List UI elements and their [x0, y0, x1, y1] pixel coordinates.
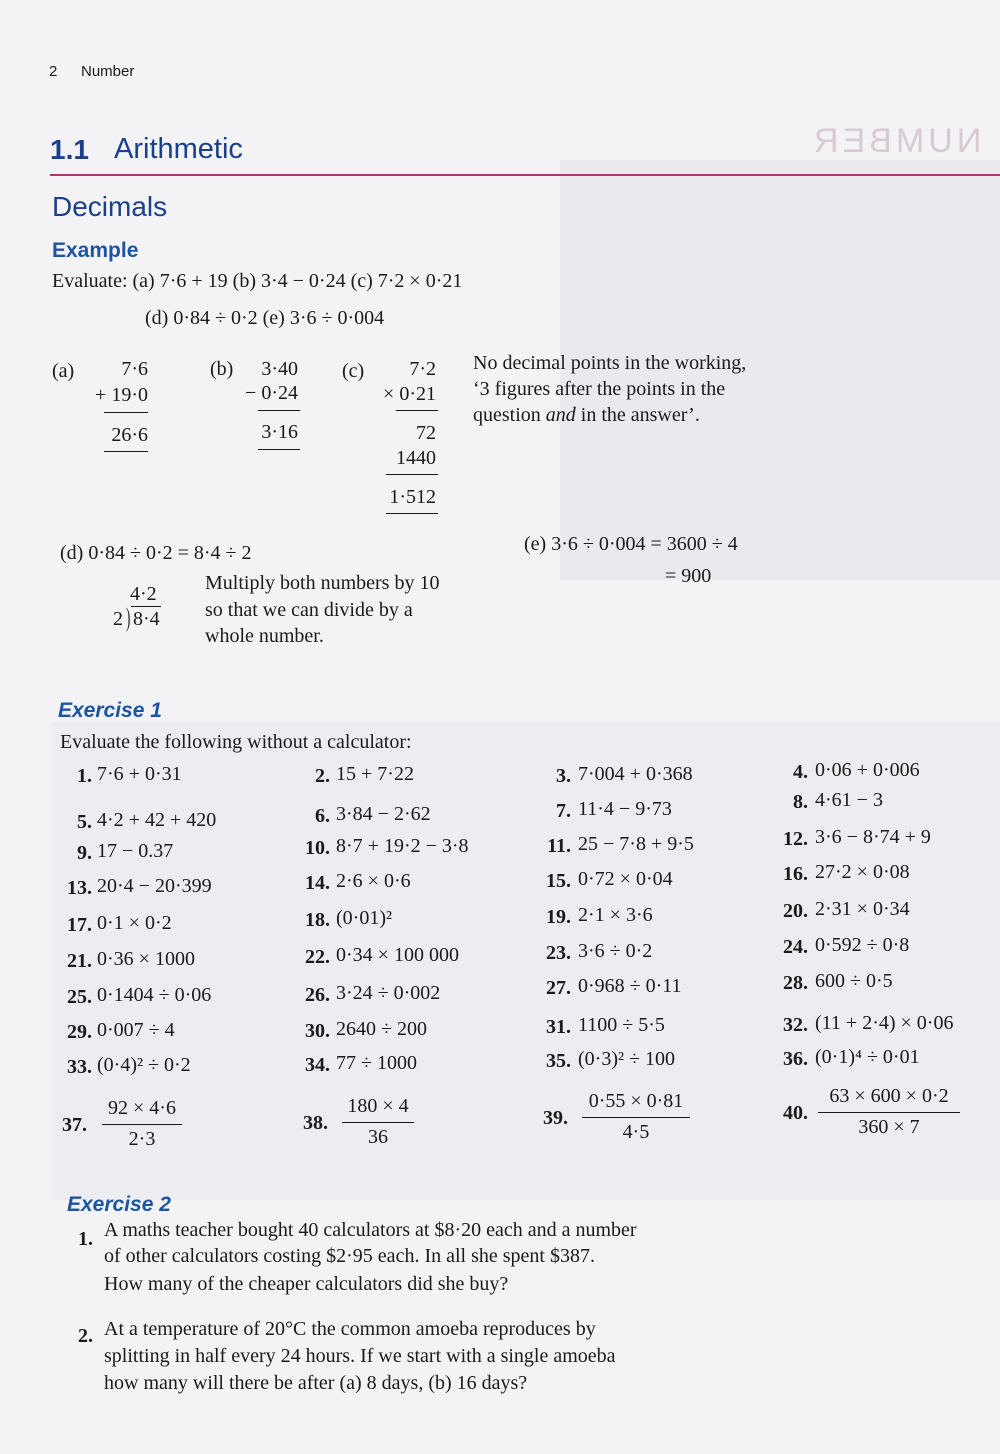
exercise1-item-expression: 0·1 × 0·2	[97, 912, 172, 934]
exercise1-item-number: 33.	[67, 1056, 92, 1078]
ex2-q2-line2: splitting in half every 24 hours. If we start with a single amoeba	[104, 1345, 616, 1367]
part-b-result: 3·16	[261, 421, 298, 443]
part-c-result: 1·512	[389, 486, 436, 508]
exercise1-intro: Evaluate the following without a calculator:	[60, 731, 412, 753]
part-d-quotient: 4·2	[130, 583, 157, 605]
part-c-row3: 72	[416, 422, 436, 444]
exercise1-fraction-number: 38.	[303, 1112, 328, 1134]
part-e-line2: = 900	[665, 565, 712, 587]
part-c-rule-bottom	[386, 513, 438, 514]
exercise1-item-expression: 2·31 × 0·34	[815, 898, 910, 920]
exercise1-item-expression: 11·4 − 9·73	[578, 798, 672, 820]
exercise1-item-expression: (0·3)² ÷ 100	[578, 1048, 675, 1070]
exercise2-heading: Exercise 2	[67, 1193, 171, 1216]
exercise1-item-number: 1.	[77, 765, 92, 787]
exercise1-item-number: 35.	[546, 1050, 571, 1072]
ghost-number-word: NUMBER	[810, 122, 982, 160]
exercise1-item-number: 29.	[67, 1021, 92, 1043]
exercise1-item-expression: 7·004 + 0·368	[578, 763, 693, 785]
exercise1-fraction-number: 39.	[543, 1107, 568, 1129]
ex2-q1-line2: of other calculators costing $2·95 each. In all she spent $387.	[104, 1245, 595, 1267]
exercise1-item-number: 23.	[546, 942, 571, 964]
part-a-rule	[104, 412, 148, 413]
exercise1-item-number: 10.	[305, 837, 330, 859]
part-c-row4: 1440	[396, 447, 436, 469]
part-c-row1: 7·2	[409, 358, 436, 380]
exercise1-item-expression: (0·4)² ÷ 0·2	[97, 1054, 191, 1076]
exercise1-item-number: 32.	[783, 1014, 808, 1036]
part-c-row2: × 0·21	[383, 383, 436, 405]
part-b-label: (b)	[210, 358, 234, 380]
exercise1-item-number: 7.	[556, 800, 571, 822]
exercise1-fraction-denominator: 4·5	[622, 1121, 650, 1143]
exercise1-item-expression: 2·6 × 0·6	[336, 870, 411, 892]
exercise1-item-expression: (11 + 2·4) × 0·06	[815, 1012, 954, 1034]
exercise1-fraction-bar	[582, 1117, 690, 1118]
exercise1-item-expression: 2640 ÷ 200	[336, 1018, 427, 1040]
page-number: 2	[49, 63, 58, 80]
example-heading: Example	[52, 239, 139, 262]
exercise1-item-number: 5.	[77, 811, 92, 833]
exercise1-item-expression: 3·6 ÷ 0·2	[578, 940, 653, 962]
note-line2: ‘3 figures after the points in the	[473, 378, 726, 400]
exercise1-item-expression: 3·24 ÷ 0·002	[336, 982, 441, 1004]
part-c-rule2	[386, 474, 438, 475]
exercise1-item-number: 30.	[305, 1020, 330, 1042]
exercise1-fraction-denominator: 360 × 7	[858, 1116, 920, 1138]
exercise1-fraction-denominator: 36	[368, 1126, 388, 1148]
exercise1-item-number: 2.	[315, 765, 330, 787]
exercise1-item-expression: 0·72 × 0·04	[578, 868, 673, 890]
part-d-line: (d) 0·84 ÷ 0·2 = 8·4 ÷ 2	[60, 542, 252, 564]
exercise1-fraction-number: 40.	[783, 1102, 808, 1124]
note-line3: question and in the answer’.	[473, 404, 700, 426]
exercise1-item-expression: 20·4 − 20·399	[97, 875, 212, 897]
ex2-q1-line3: How many of the cheaper calculators did she buy?	[104, 1273, 509, 1295]
exercise1-item-number: 4.	[793, 761, 808, 783]
exercise1-item-expression: 0·968 ÷ 0·11	[578, 975, 682, 997]
exercise1-item-expression: 77 ÷ 1000	[336, 1052, 417, 1074]
exercise1-item-expression: 0·1404 ÷ 0·06	[97, 984, 212, 1006]
exercise1-fraction-numerator: 92 × 4·6	[108, 1097, 176, 1119]
ex2-q2-number: 2.	[78, 1325, 93, 1347]
exercise1-item-number: 12.	[783, 828, 808, 850]
exercise1-fraction-number: 37.	[62, 1114, 87, 1136]
exercise1-item-number: 19.	[546, 906, 571, 928]
exercise1-item-number: 21.	[67, 950, 92, 972]
part-d-explain2: so that we can divide by a	[205, 599, 413, 621]
long-division-bar	[131, 606, 161, 607]
subsection-title: Decimals	[52, 191, 168, 222]
exercise1-item-number: 34.	[305, 1054, 330, 1076]
example-question-line2: (d) 0·84 ÷ 0·2 (e) 3·6 ÷ 0·004	[145, 307, 385, 329]
exercise1-item-expression: 2·1 × 3·6	[578, 904, 653, 926]
ex2-q2-line3: how many will there be after (a) 8 days, (b) 16 days?	[104, 1372, 528, 1394]
exercise1-item-expression: 8·7 + 19·2 − 3·8	[336, 835, 469, 857]
exercise1-item-expression: 25 − 7·8 + 9·5	[578, 833, 694, 855]
exercise1-item-number: 8.	[793, 791, 808, 813]
part-d-explain1: Multiply both numbers by 10	[205, 572, 440, 594]
exercise1-item-number: 9.	[77, 842, 92, 864]
exercise1-item-expression: 4·61 − 3	[815, 789, 883, 811]
part-a-label: (a)	[52, 360, 75, 382]
exercise1-item-expression: (0·1)⁴ ÷ 0·01	[815, 1046, 920, 1068]
part-a-rule-bottom	[104, 451, 148, 452]
part-b-rule-bottom	[258, 449, 300, 450]
ex2-q1-number: 1.	[78, 1228, 93, 1250]
part-b-row2: − 0·24	[245, 382, 298, 404]
exercise1-heading: Exercise 1	[58, 699, 162, 722]
exercise1-item-number: 3.	[556, 765, 571, 787]
ex2-q1-line1: A maths teacher bought 40 calculators at $8·20 each and a number	[104, 1219, 637, 1241]
exercise1-fraction-bar	[818, 1112, 960, 1113]
exercise1-item-expression: 15 + 7·22	[336, 763, 414, 785]
part-a-row2: + 19·0	[95, 384, 148, 406]
exercise1-item-expression: 27·2 × 0·08	[815, 861, 910, 883]
exercise1-item-expression: 0·34 × 100 000	[336, 944, 459, 966]
title-rule	[50, 174, 1000, 176]
running-header: Number	[81, 63, 135, 80]
ex2-q2-line1: At a temperature of 20°C the common amoeba reproduces by	[104, 1318, 596, 1340]
exercise1-item-number: 17.	[67, 914, 92, 936]
exercise1-item-number: 26.	[305, 984, 330, 1006]
exercise1-fraction-numerator: 180 × 4	[347, 1095, 409, 1117]
part-a-result: 26·6	[111, 424, 148, 446]
exercise1-item-expression: 0·592 ÷ 0·8	[815, 934, 910, 956]
long-division-bracket: )	[126, 603, 131, 632]
example-question-line1: Evaluate: (a) 7·6 + 19 (b) 3·4 − 0·24 (c) 7·2 × 0·21	[52, 270, 463, 292]
exercise1-fraction-bar	[102, 1124, 182, 1125]
section-number: 1.1	[50, 134, 89, 165]
exercise1-item-expression: 7·6 + 0·31	[97, 763, 182, 785]
exercise1-fraction-bar	[342, 1122, 414, 1123]
exercise1-item-number: 24.	[783, 936, 808, 958]
exercise1-item-expression: 3·6 − 8·74 + 9	[815, 826, 931, 848]
exercise1-item-expression: 17 − 0.37	[97, 840, 174, 862]
note-line1: No decimal points in the working,	[473, 352, 747, 374]
part-c-rule	[396, 410, 438, 411]
exercise1-item-number: 31.	[546, 1016, 571, 1038]
exercise1-item-expression: (0·01)²	[336, 907, 392, 929]
exercise1-item-number: 6.	[315, 805, 330, 827]
exercise1-item-expression: 0·36 × 1000	[97, 948, 195, 970]
exercise1-item-number: 22.	[305, 946, 330, 968]
exercise1-item-expression: 0·007 ÷ 4	[97, 1019, 175, 1041]
part-d-divisor: 2	[113, 608, 123, 630]
exercise1-item-expression: 4·2 + 42 + 420	[97, 809, 217, 831]
exercise1-item-number: 25.	[67, 986, 92, 1008]
section-title: Arithmetic	[114, 133, 243, 165]
part-b-rule	[258, 410, 300, 411]
exercise1-item-number: 15.	[546, 870, 571, 892]
exercise1-item-number: 18.	[305, 909, 330, 931]
exercise1-item-expression: 1100 ÷ 5·5	[578, 1014, 665, 1036]
exercise1-item-expression: 0·06 + 0·006	[815, 759, 920, 781]
exercise1-item-number: 36.	[783, 1048, 808, 1070]
exercise1-fraction-denominator: 2·3	[128, 1128, 156, 1150]
part-c-label: (c)	[342, 360, 365, 382]
exercise1-item-expression: 3·84 − 2·62	[336, 803, 431, 825]
exercise1-fraction-numerator: 63 × 600 × 0·2	[829, 1085, 949, 1107]
part-d-dividend: 8·4	[133, 608, 160, 630]
exercise1-item-number: 27.	[546, 977, 571, 999]
exercise1-fraction-numerator: 0·55 × 0·81	[588, 1090, 684, 1112]
exercise1-item-number: 20.	[783, 900, 808, 922]
exercise1-item-number: 28.	[783, 972, 808, 994]
exercise1-item-number: 14.	[305, 872, 330, 894]
exercise1-item-number: 13.	[67, 877, 92, 899]
part-e-line1: (e) 3·6 ÷ 0·004 = 3600 ÷ 4	[524, 533, 738, 555]
part-d-explain3: whole number.	[205, 625, 324, 647]
exercise1-item-expression: 600 ÷ 0·5	[815, 970, 893, 992]
exercise1-item-number: 11.	[547, 835, 571, 857]
exercise1-item-number: 16.	[783, 863, 808, 885]
part-b-row1: 3·40	[261, 358, 298, 380]
part-a-row1: 7·6	[121, 358, 148, 380]
